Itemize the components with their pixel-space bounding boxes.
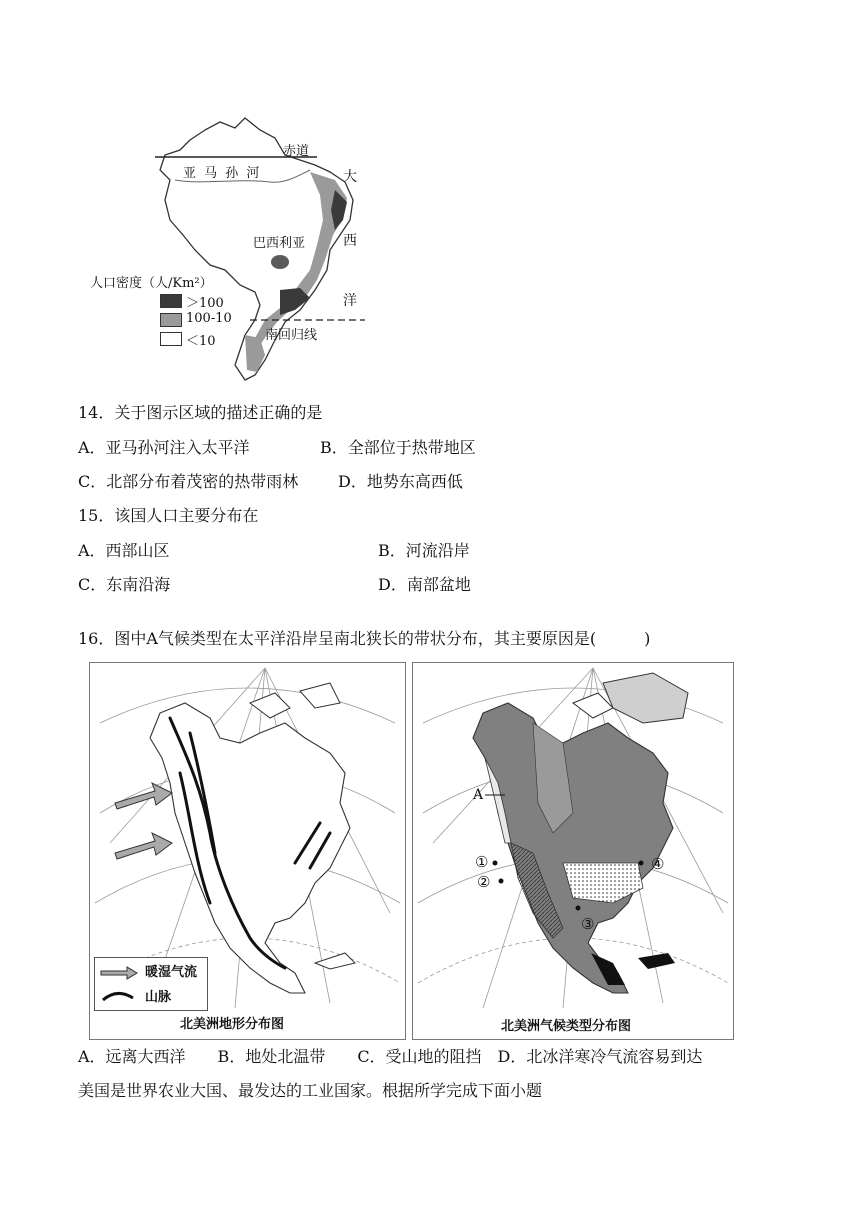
legend-title: 人口密度（人/Km²） (90, 276, 213, 291)
legend-label: 100-10 (186, 311, 232, 326)
warm-air-arrows (115, 783, 172, 859)
q15-option-c: C．东南沿海 (78, 575, 171, 594)
q14-option-d: D．地势东高西低 (338, 472, 463, 491)
climate-marker-a: A (473, 787, 484, 803)
q14-option-c: C．北部分布着茂密的热带雨林 (78, 472, 299, 491)
mountain-line-icon (99, 986, 139, 1006)
legend-label: ＞100 (186, 296, 224, 311)
legend-label: ＜10 (186, 334, 216, 349)
city-label: 巴西利亚 (253, 236, 306, 251)
q15-option-a: A．西部山区 (78, 541, 170, 560)
legend-swatch (160, 313, 182, 327)
terrain-map-caption: 北美洲地形分布图 (180, 1017, 285, 1032)
na-climate-map (412, 662, 734, 1040)
q14-option-a: A．亚马孙河注入太平洋 (78, 438, 250, 457)
climate-outline (473, 703, 673, 993)
na-climate-svg (413, 663, 733, 1039)
tropic-label: 南回归线 (265, 328, 318, 343)
terrain-legend (94, 957, 208, 1011)
q16-stem: 16．图中A气候类型在太平洋沿岸呈南北狭长的带状分布，其主要原因是( ) (78, 629, 651, 648)
brazil-map-svg (95, 110, 395, 390)
river-label: 亚 马 孙 河 (183, 166, 262, 181)
q14-option-b: B．全部位于热带地区 (320, 438, 476, 457)
q16-options: A．远离大西洋 B．地处北温带 C．受山地的阻挡 D．北冰洋寒冷气流容易到达 (78, 1047, 703, 1066)
climate-marker-1: ① (475, 853, 489, 871)
q14-stem: 14．关于图示区域的描述正确的是 (78, 403, 323, 422)
ocean-char-2: 西 (343, 233, 357, 249)
section-intro: 美国是世界农业大国、最发达的工业国家。根据所学完成下面小题 (78, 1081, 543, 1100)
brazil-map (90, 110, 395, 390)
ocean-char-1: 大 (343, 169, 357, 185)
q15-option-d: D．南部盆地 (378, 575, 471, 594)
legend-label-air: 暖湿气流 (145, 965, 198, 980)
ocean-char-3: 洋 (343, 293, 357, 309)
arrow-icon (99, 963, 139, 983)
q15-option-b: B．河流沿岸 (378, 541, 470, 560)
climate-map-caption: 北美洲气候类型分布图 (501, 1019, 632, 1034)
legend-label-mountain: 山脉 (145, 990, 172, 1005)
legend-swatch (160, 294, 182, 308)
climate-marker-2: ② (477, 873, 491, 891)
na-terrain-map (89, 662, 406, 1040)
brasilia-blob (271, 255, 289, 269)
legend-swatch (160, 332, 182, 346)
equator-label: 赤道 (283, 144, 310, 159)
climate-marker-4: ④ (651, 855, 665, 873)
q15-stem: 15．该国人口主要分布在 (78, 506, 259, 525)
climate-marker-3: ③ (581, 915, 595, 933)
